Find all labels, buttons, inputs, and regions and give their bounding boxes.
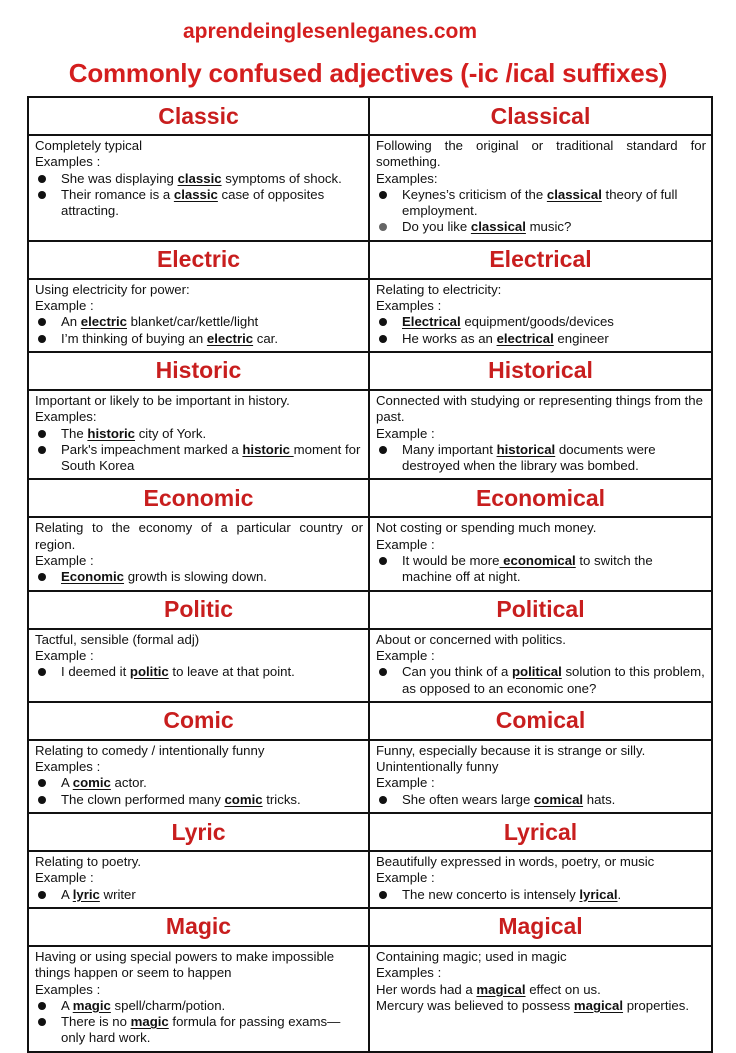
example-item: Electrical equipment/goods/devices xyxy=(376,314,706,330)
examples-label: Example : xyxy=(376,647,435,663)
examples-label: Examples: xyxy=(376,170,438,186)
example-item: The historic city of York. xyxy=(35,426,363,442)
definition-text: Beautifully expressed in words, poetry, or music xyxy=(376,854,655,870)
example-item: A comic actor. xyxy=(35,775,363,791)
word-comical: Comical xyxy=(369,702,712,740)
definition-text: Containing magic; used in magic xyxy=(376,948,567,964)
bullet-icon xyxy=(379,318,387,326)
bullet-icon xyxy=(379,223,387,231)
examples-label: Example : xyxy=(376,870,435,886)
definition-historical xyxy=(369,390,712,479)
example-item: Park's impeachment marked a historic moment for South Korea xyxy=(35,442,363,475)
example-line: Mercury was believed to possess magical properties. xyxy=(376,997,690,1013)
bullet-icon xyxy=(379,557,387,565)
definition-historic xyxy=(28,390,369,479)
word-political: Political xyxy=(369,591,712,629)
example-line: Her words had a magical effect on us. xyxy=(376,981,601,997)
examples-label: Examples : xyxy=(35,154,101,170)
bullet-icon xyxy=(38,1018,46,1026)
examples-label: Example : xyxy=(376,425,435,441)
bullet-icon xyxy=(38,446,46,454)
definition-comic xyxy=(28,740,369,813)
word-classic: Classic xyxy=(28,97,369,135)
definition-text: Relating to poetry. xyxy=(35,854,142,870)
word-magical: Magical xyxy=(369,908,712,946)
adjectives-table xyxy=(27,96,713,1053)
example-item: An electric blanket/car/kettle/light xyxy=(35,314,363,330)
bullet-icon xyxy=(379,796,387,804)
definition-political xyxy=(369,629,712,702)
word-electric: Electric xyxy=(28,241,369,279)
bullet-icon xyxy=(38,779,46,787)
examples-label: Examples : xyxy=(376,965,442,981)
example-item: Keynes’s criticism of the classical theory of full employment. xyxy=(376,187,706,220)
bullet-icon xyxy=(38,796,46,804)
word-historical: Historical xyxy=(369,352,712,390)
definition-electric xyxy=(28,279,369,352)
example-item: She was displaying classic symptoms of shock. xyxy=(35,171,363,187)
examples-label: Example : xyxy=(35,647,94,663)
word-comic: Comic xyxy=(28,702,369,740)
example-item: Can you think of a political solution to this problem, as opposed to an economic one? xyxy=(376,664,706,697)
word-lyrical: Lyrical xyxy=(369,813,712,851)
definition-classic xyxy=(28,135,369,241)
bullet-icon xyxy=(38,891,46,899)
word-economical: Economical xyxy=(369,479,712,517)
examples-label: Examples : xyxy=(376,298,442,314)
definition-economical xyxy=(369,517,712,590)
word-electrical: Electrical xyxy=(369,241,712,279)
bullet-icon xyxy=(379,891,387,899)
examples-label: Example : xyxy=(35,870,94,886)
definition-text: Funny, especially because it is strange or silly. xyxy=(376,742,646,758)
definition-magic xyxy=(28,946,369,1052)
bullet-icon xyxy=(379,335,387,343)
bullet-icon xyxy=(38,573,46,581)
example-item: Their romance is a classic case of opposites attracting. xyxy=(35,187,363,220)
word-economic: Economic xyxy=(28,479,369,517)
definition-comical xyxy=(369,740,712,813)
site-url: aprendeinglesenleganes.com xyxy=(182,20,478,43)
example-item: Do you like classical music? xyxy=(376,219,706,235)
bullet-icon xyxy=(38,335,46,343)
word-lyric: Lyric xyxy=(28,813,369,851)
page-title: Commonly confused adjectives (-ic /ical suffixes) xyxy=(68,58,668,88)
definition-text: Using electricity for power: xyxy=(35,281,190,297)
word-classical: Classical xyxy=(369,97,712,135)
examples-label: Example : xyxy=(35,553,94,569)
bullet-icon xyxy=(379,446,387,454)
example-item: I’m thinking of buying an electric car. xyxy=(35,331,363,347)
definition-text: Tactful, sensible (formal adj) xyxy=(35,631,200,647)
definition-text: Not costing or spending much money. xyxy=(376,520,597,536)
bullet-icon xyxy=(379,668,387,676)
example-item: A magic spell/charm/potion. xyxy=(35,998,363,1014)
definition-text: Relating to the economy of a particular country or region. xyxy=(35,520,363,552)
bullet-icon xyxy=(379,191,387,199)
word-historic: Historic xyxy=(28,352,369,390)
examples-label: Examples: xyxy=(35,409,97,425)
definition-text: Relating to comedy / intentionally funny xyxy=(35,742,265,758)
example-item: He works as an electrical engineer xyxy=(376,331,706,347)
examples-label: Examples : xyxy=(35,981,101,997)
examples-label: Example : xyxy=(35,298,94,314)
word-politic: Politic xyxy=(28,591,369,629)
examples-label: Examples : xyxy=(35,759,101,775)
example-item: The new concerto is intensely lyrical. xyxy=(376,887,706,903)
bullet-icon xyxy=(38,175,46,183)
definition-lyric xyxy=(28,851,369,908)
bullet-icon xyxy=(38,668,46,676)
bullet-icon xyxy=(38,1002,46,1010)
example-item: Economic growth is slowing down. xyxy=(35,569,363,585)
definition-text: About or concerned with politics. xyxy=(376,631,566,647)
example-item: Many important historical documents were destroyed when the library was bombed. xyxy=(376,442,706,475)
definition-politic xyxy=(28,629,369,702)
definition-text: Connected with studying or representing things from the past. xyxy=(376,392,703,425)
definition-economic xyxy=(28,517,369,590)
definition-electrical xyxy=(369,279,712,352)
definition-text: Important or likely to be important in history. xyxy=(35,392,290,408)
bullet-icon xyxy=(38,191,46,199)
definition-text: Following the original or traditional standard for something. xyxy=(376,138,706,170)
word-magic: Magic xyxy=(28,908,369,946)
definition-magical xyxy=(369,946,712,1052)
definition-lyrical xyxy=(369,851,712,908)
bullet-icon xyxy=(38,430,46,438)
example-item: There is no magic formula for passing exams—only hard work. xyxy=(35,1014,363,1047)
bullet-icon xyxy=(38,318,46,326)
definition-text: Relating to electricity: xyxy=(376,281,502,297)
definition-classical xyxy=(369,135,712,241)
example-item: She often wears large comical hats. xyxy=(376,792,706,808)
definition-text-2: Unintentionally funny xyxy=(376,759,499,775)
definition-text: Completely typical xyxy=(35,138,143,153)
example-item: The clown performed many comic tricks. xyxy=(35,792,363,808)
examples-label: Example : xyxy=(376,775,435,791)
example-item: A lyric writer xyxy=(35,887,363,903)
definition-text: Having or using special powers to make impossible things happen or seem to happen xyxy=(35,948,335,981)
examples-label: Example : xyxy=(376,536,435,552)
example-item: It would be more economical to switch the machine off at night. xyxy=(376,553,706,586)
example-item: I deemed it politic to leave at that point. xyxy=(35,664,363,680)
